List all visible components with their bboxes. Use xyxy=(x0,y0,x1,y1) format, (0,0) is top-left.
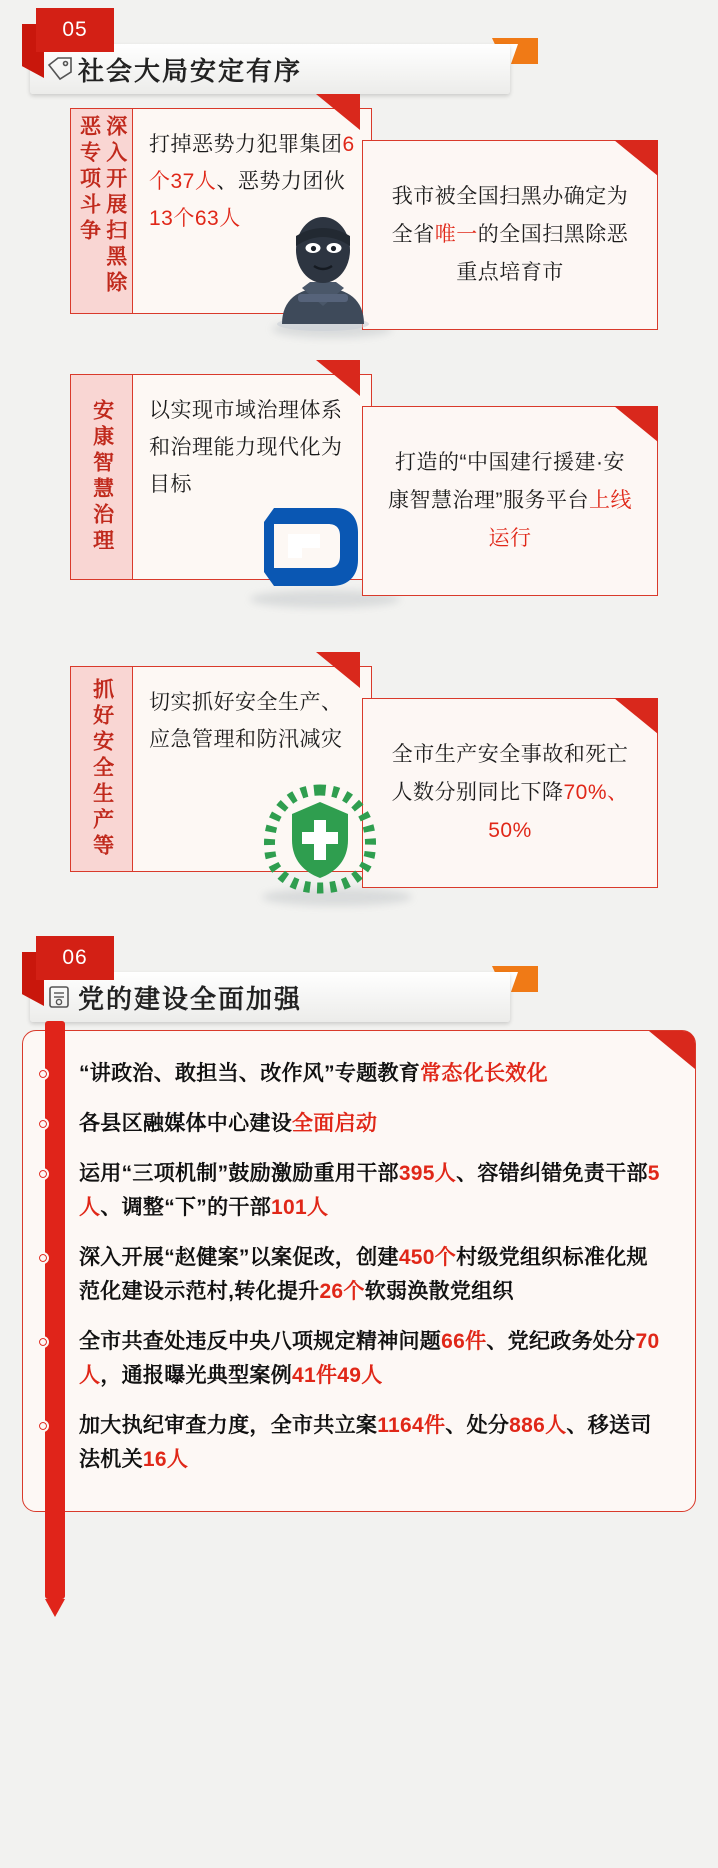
party-building-list xyxy=(22,1030,696,1512)
text-part: 以实现市域治理体系和治理能力现代化为目标 xyxy=(149,399,343,496)
tag-icon xyxy=(46,56,74,82)
highlight-number: 70%、50% xyxy=(488,781,629,842)
section-number-badge: 06 xyxy=(36,936,114,980)
card-label-3 xyxy=(71,667,133,871)
bullet-dot xyxy=(37,1252,49,1264)
list-red-bar xyxy=(45,1021,65,1599)
card-label-1 xyxy=(71,109,133,313)
highlight-number: 66件 xyxy=(441,1330,487,1354)
highlight-word: 常态化长效化 xyxy=(420,1062,548,1085)
list-item xyxy=(79,1057,669,1091)
bullet-dot xyxy=(37,1336,49,1348)
bullet-dot xyxy=(37,1168,49,1180)
card-right-text-3 xyxy=(385,736,635,849)
text-part: 我市被全国扫黑办确定为全省 xyxy=(391,185,629,247)
highlight-number: 41件49人 xyxy=(292,1364,383,1388)
list-item-text xyxy=(79,1325,669,1393)
text-part: 、处分 xyxy=(445,1414,510,1438)
card-left-text-3 xyxy=(133,667,371,871)
highlight-number: 450个 xyxy=(398,1246,457,1270)
card-row-2 xyxy=(22,360,696,610)
text-part: “讲政治、敢担当、改作风”专题教育 xyxy=(79,1062,421,1085)
card-label-text-1: 深入开展扫黑除恶专项斗争 xyxy=(77,115,127,297)
section-title: 社会大局安定有序 xyxy=(78,55,303,86)
card-right-panel-2 xyxy=(362,406,658,596)
card-label-text-3: 抓好安全生产等 xyxy=(90,678,114,860)
card-right-panel-3 xyxy=(362,698,658,888)
text-part: 、党纪政务处分 xyxy=(486,1330,636,1354)
text-part: 的全国扫黑除恶重点培育市 xyxy=(456,223,629,284)
text-part: 、调整“下”的干部 xyxy=(100,1196,272,1220)
list-item xyxy=(79,1107,669,1141)
text-part: 、恶势力团伙 xyxy=(216,169,346,193)
list-item xyxy=(79,1409,669,1477)
card-left-panel-2 xyxy=(70,374,372,580)
bottom-spacer xyxy=(0,1512,718,1602)
section-header-05 xyxy=(22,8,696,94)
list-item xyxy=(79,1157,669,1225)
section-number-badge: 05 xyxy=(36,8,114,52)
text-part: 切实抓好安全生产、应急管理和防汛减灾 xyxy=(149,691,343,751)
highlight-number: 16人 xyxy=(142,1448,189,1472)
highlight-number: 6个37人 xyxy=(149,133,355,193)
highlight-number: 70人 xyxy=(79,1330,660,1388)
card-left-text-1 xyxy=(133,109,371,313)
text-part: 加大执纪审查力度，全市共立案 xyxy=(79,1414,378,1438)
list-item-text xyxy=(79,1409,669,1477)
highlight-number: 395人 xyxy=(398,1162,457,1186)
highlight-number: 5人 xyxy=(79,1162,660,1220)
card-row-1 xyxy=(22,94,696,344)
list-item xyxy=(79,1241,669,1309)
text-part: 、容错纠错免责干部 xyxy=(456,1162,648,1186)
text-part: 软弱涣散党组织 xyxy=(364,1280,514,1304)
list-item-text xyxy=(79,1241,669,1309)
list-item-text xyxy=(79,1157,669,1225)
text-part: 深入开展“赵健案”以案促改，创建 xyxy=(79,1246,399,1270)
text-part: 运用“三项机制”鼓励激励重用干部 xyxy=(79,1162,399,1186)
list-item-text xyxy=(79,1107,377,1141)
card-right-panel-1 xyxy=(362,140,658,330)
highlight-number: 26个 xyxy=(319,1280,365,1304)
text-part: 打掉恶势力犯罪集团 xyxy=(149,133,343,156)
document-badge-icon xyxy=(46,984,74,1010)
bullet-dot xyxy=(37,1118,49,1130)
card-left-text-2 xyxy=(133,375,371,579)
card-left-panel-3 xyxy=(70,666,372,872)
list-item xyxy=(79,1325,669,1393)
highlight-word: 上线运行 xyxy=(488,489,632,550)
highlight-word: 全面启动 xyxy=(292,1112,378,1136)
list-item-text xyxy=(79,1057,548,1091)
text-part: 各县区融媒体中心建设 xyxy=(79,1112,292,1136)
text-part: ，通报曝光典型案例 xyxy=(100,1364,293,1388)
card-row-3 xyxy=(22,652,696,902)
card-left-panel-1 xyxy=(70,108,372,314)
highlight-number: 1164件 xyxy=(377,1414,446,1438)
highlight-number: 13个63人 xyxy=(149,206,241,230)
card-label-text-2: 安康智慧治理 xyxy=(90,399,114,555)
card-right-text-2 xyxy=(385,444,635,557)
section-header-06 xyxy=(22,936,696,1022)
card-label-2 xyxy=(71,375,133,579)
text-part: 、移送司法机关 xyxy=(79,1414,652,1472)
bullet-dot xyxy=(37,1068,49,1080)
text-part: 打造的“中国建行援建·安康智慧治理”服务平台 xyxy=(388,451,625,513)
highlight-number: 101人 xyxy=(271,1196,329,1220)
text-part: 全市共查处违反中央八项规定精神问题 xyxy=(79,1330,442,1354)
section-title: 党的建设全面加强 xyxy=(78,983,303,1014)
highlight-word: 唯一 xyxy=(434,223,478,247)
card-art-shadow xyxy=(262,888,412,906)
card-right-text-1 xyxy=(385,178,635,291)
text-part: 全市生产安全事故和死亡人数分别同比下降 xyxy=(391,743,629,805)
highlight-number: 886人 xyxy=(509,1414,567,1438)
text-part: 村级党组织标准化规范化建设示范村,转化提升 xyxy=(79,1246,648,1304)
